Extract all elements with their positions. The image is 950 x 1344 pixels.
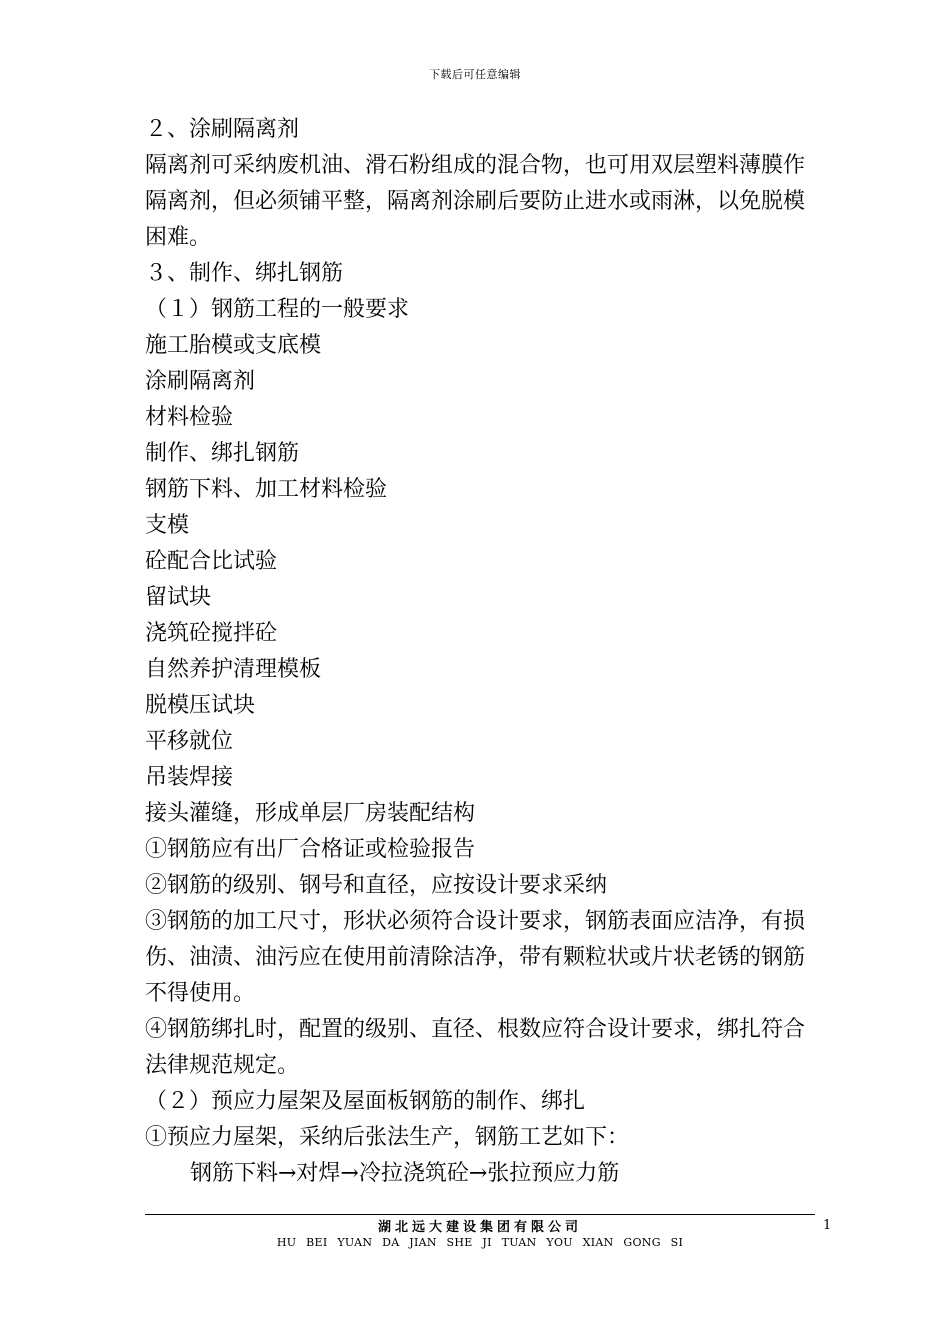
process-step: 支模 bbox=[145, 513, 190, 538]
requirement-item: 伤、油渍、油污应在使用前清除洁净，带有颗粒状或片状老锈的钢筋 bbox=[145, 945, 806, 970]
process-step: 钢筋下料、加工材料检验 bbox=[145, 477, 388, 502]
page-header: 下载后可任意编辑 bbox=[429, 68, 521, 81]
requirement-item: ①钢筋应有出厂合格证或检验报告 bbox=[145, 837, 476, 862]
requirement-item: ①预应力屋架，采纳后张法生产，钢筋工艺如下： bbox=[145, 1125, 630, 1150]
process-step: 吊装焊接 bbox=[145, 765, 234, 790]
process-step: 接头灌缝，形成单层厂房装配结构 bbox=[145, 801, 476, 826]
requirement-item: 不得使用。 bbox=[145, 981, 256, 1006]
subsection-heading: （１）钢筋工程的一般要求 bbox=[145, 297, 410, 322]
process-step: 制作、绑扎钢筋 bbox=[145, 441, 300, 466]
requirement-item: 法律规范规定。 bbox=[145, 1053, 300, 1078]
requirement-item: ③钢筋的加工尺寸，形状必须符合设计要求，钢筋表面应洁净，有损 bbox=[145, 909, 806, 934]
process-step: 留试块 bbox=[145, 585, 212, 610]
footer-company-name: 湖北远大建设集团有限公司 bbox=[377, 1220, 582, 1235]
footer-divider bbox=[145, 1214, 815, 1215]
requirement-item: ④钢筋绑扎时，配置的级别、直径、根数应符合设计要求，绑扎符合 bbox=[145, 1017, 806, 1042]
section-heading: ３、制作、绑扎钢筋 bbox=[145, 261, 344, 286]
process-step: 施工胎模或支底模 bbox=[145, 333, 322, 358]
process-step: 脱模压试块 bbox=[145, 693, 256, 718]
process-step: 浇筑砼搅拌砼 bbox=[145, 621, 278, 646]
page-number: 1 bbox=[823, 1218, 832, 1233]
process-step: 涂刷隔离剂 bbox=[145, 369, 256, 394]
process-step: 自然养护清理模板 bbox=[145, 657, 322, 682]
footer-company-pinyin: HU BEI YUAN DA JIAN SHE JI TUAN YOU XIAN GONG SI bbox=[276, 1236, 684, 1249]
process-flow-line: 钢筋下料→对焊→冷拉浇筑砼→张拉预应力筋 bbox=[190, 1161, 620, 1186]
section-heading: ２、涂刷隔离剂 bbox=[145, 117, 300, 142]
paragraph-line: 隔离剂可采纳废机油、滑石粉组成的混合物，也可用双层塑料薄膜作 bbox=[145, 153, 806, 178]
process-step: 平移就位 bbox=[145, 729, 234, 754]
paragraph-line: 困难。 bbox=[145, 225, 212, 250]
requirement-item: ②钢筋的级别、钢号和直径，应按设计要求采纳 bbox=[145, 873, 608, 898]
process-step: 材料检验 bbox=[145, 405, 234, 430]
paragraph-line: 隔离剂，但必须铺平整，隔离剂涂刷后要防止进水或雨淋，以免脱模 bbox=[145, 189, 806, 214]
subsection-heading: （２）预应力屋架及屋面板钢筋的制作、绑扎 bbox=[145, 1089, 586, 1114]
process-step: 砼配合比试验 bbox=[145, 549, 278, 574]
document-body bbox=[145, 112, 825, 1192]
